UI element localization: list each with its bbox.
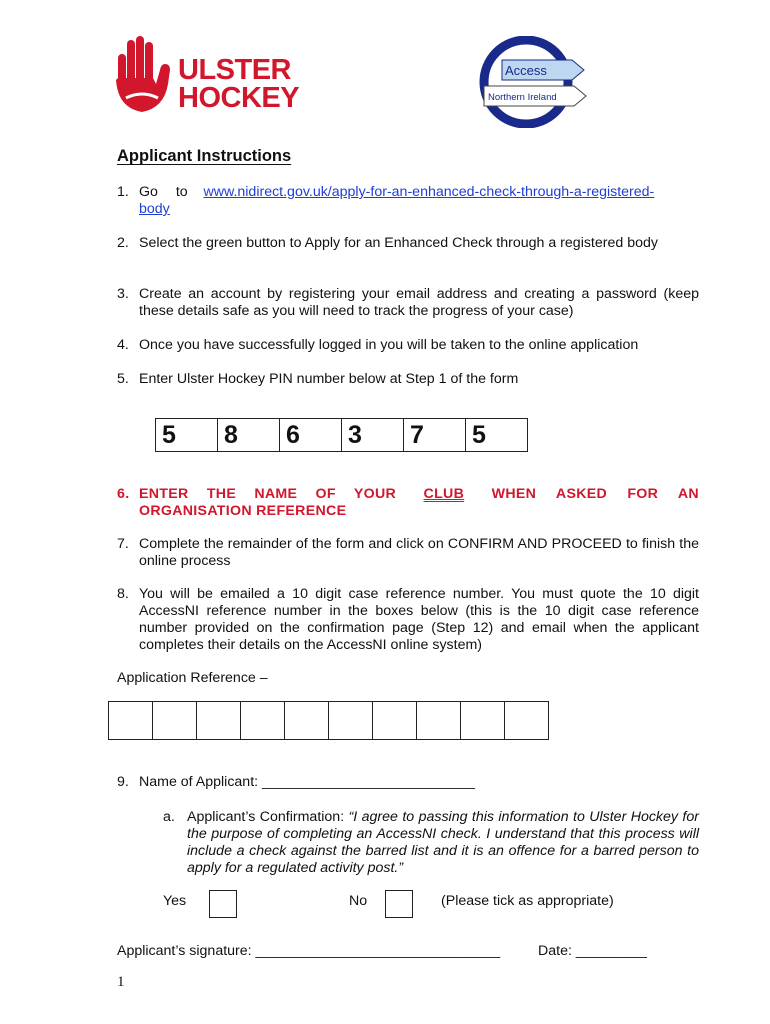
item-number: 7. (117, 536, 129, 552)
item6-text-c: ORGANISATION REFERENCE (139, 503, 347, 519)
northern-ireland-word: Northern Ireland (488, 92, 557, 103)
signature-field[interactable]: Applicant’s signature: _______________________________ (117, 943, 501, 959)
item-number: 4. (117, 337, 129, 353)
reference-digit-box[interactable] (461, 702, 505, 740)
pin-digit: 5 (466, 419, 528, 452)
item6-text-a: ENTER THE NAME OF YOUR (139, 486, 397, 502)
reference-digit-box[interactable] (285, 702, 329, 740)
reference-digit-box[interactable] (329, 702, 373, 740)
item-number: 8. (117, 586, 129, 602)
access-word: Access (505, 63, 547, 78)
item-lead: Go to (139, 184, 188, 200)
item6-text-b: WHEN ASKED FOR AN (491, 486, 699, 502)
no-checkbox[interactable] (385, 890, 413, 918)
confirmation-label: a. (163, 809, 175, 825)
confirmation-lead: Applicant’s Confirmation: (187, 809, 345, 825)
reference-digit-box[interactable] (373, 702, 417, 740)
instruction-item-7: Complete the remainder of the form and click on CONFIRM AND PROCEED to finish the online process (139, 536, 699, 569)
pin-digit: 5 (156, 419, 218, 452)
hand-icon (112, 34, 174, 114)
instruction-item-6 (139, 486, 699, 520)
no-label: No (349, 893, 368, 909)
pin-digit: 8 (218, 419, 280, 452)
instruction-item-8: You will be emailed a 10 digit case reference number. You must quote the 10 digit AccessNI reference number in the boxes below (this is the 10 digit case reference number provided on the confirmation page (Step 12) and email when the applicant completes their details on the AccessNI online system) (139, 586, 699, 653)
ulster-hockey-logo (112, 34, 302, 114)
yes-label: Yes (163, 893, 187, 909)
hockey-word: HOCKEY (178, 82, 300, 114)
reference-digit-box[interactable] (153, 702, 197, 740)
reference-digit-box[interactable] (197, 702, 241, 740)
pin-digit: 3 (342, 419, 404, 452)
pin-number-table (155, 418, 528, 452)
item-number: 5. (117, 371, 129, 387)
applicant-confirmation (187, 809, 699, 877)
nidirect-link[interactable]: www.nidirect.gov.uk/apply-for-an-enhanced-check-through-a-registered- (203, 184, 655, 200)
application-reference-boxes (108, 701, 549, 740)
instruction-item-1 (139, 184, 699, 218)
instruction-item-5: Enter Ulster Hockey PIN number below at Step 1 of the form (139, 371, 519, 387)
instruction-item-3: Create an account by registering your email address and creating a password (keep these details safe as you will need to track the progress of your case) (139, 286, 699, 319)
item-number: 9. (117, 774, 129, 790)
reference-digit-box[interactable] (505, 702, 549, 740)
reference-digit-box[interactable] (417, 702, 461, 740)
reference-digit-box[interactable] (241, 702, 285, 740)
yes-checkbox[interactable] (209, 890, 237, 918)
reference-digit-box[interactable] (109, 702, 153, 740)
item-number: 3. (117, 286, 129, 302)
pin-digit: 6 (280, 419, 342, 452)
page-number: 1 (117, 974, 125, 990)
item-number: 2. (117, 235, 129, 251)
club-word: CLUB (423, 486, 465, 502)
confirmation-quote: “I agree to passing this information to Ulster Hockey for the purpose of completing an AccessNI check. I understand that this process will include a check against the barred list and it is an offence for a barred person to apply for a regulated activity post.” (187, 809, 699, 876)
access-ni-logo (464, 36, 624, 128)
date-field[interactable]: Date: _________ (538, 943, 647, 959)
instruction-item-4: Once you have successfully logged in you will be taken to the online application (139, 337, 639, 353)
item-number: 1. (117, 184, 129, 200)
ulster-word: ULSTER (178, 54, 291, 86)
nidirect-link-continued[interactable]: body (139, 201, 170, 217)
instruction-item-2: Select the green button to Apply for an Enhanced Check through a registered body (139, 235, 658, 251)
item-number: 6. (117, 486, 130, 502)
pin-digit: 7 (404, 419, 466, 452)
page-title: Applicant Instructions (117, 147, 292, 165)
tick-note: (Please tick as appropriate) (441, 893, 614, 909)
applicant-name-field[interactable]: Name of Applicant: ___________________________ (139, 774, 476, 790)
application-reference-label: Application Reference – (117, 670, 268, 686)
